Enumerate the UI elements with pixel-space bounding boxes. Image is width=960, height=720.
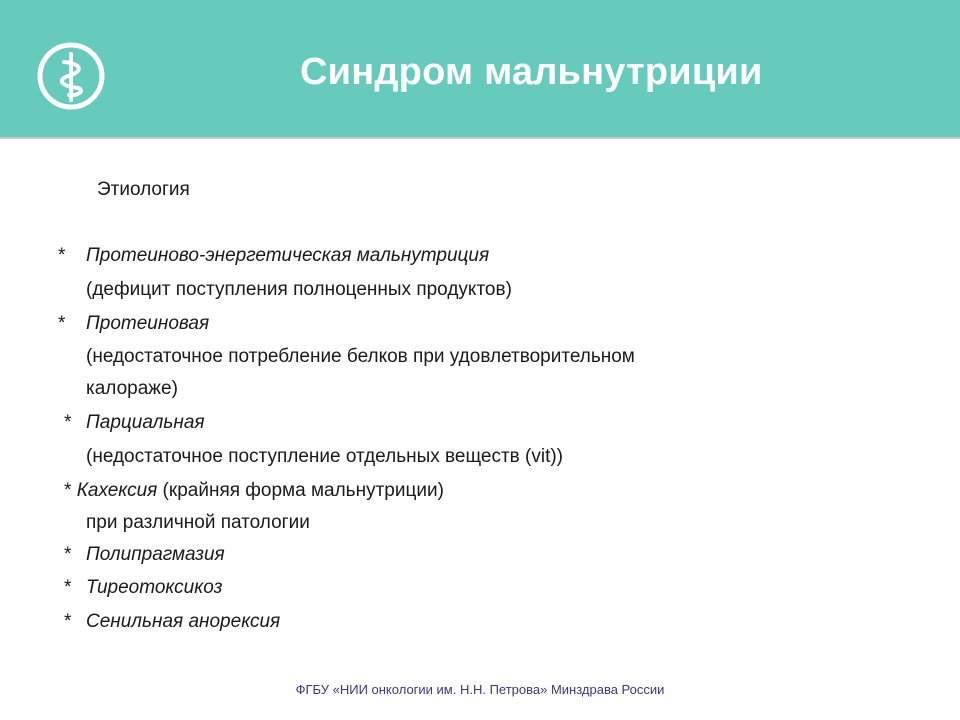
bullet-marker: * [64,577,72,598]
bullet-marker: * [58,313,66,334]
list-item-desc: (дефицит поступления полноценных продуктов) [86,279,512,300]
list-item-name: Протеиновая [86,313,210,334]
slide-header [0,0,960,139]
list-item-desc: (недостаточное поступление отдельных веществ (vit)) [86,446,564,467]
bullet-marker: * [58,245,66,266]
list-item-name: Полипрагмазия [86,544,225,565]
list-item-name: Протеиново-энергетическая мальнутриция [86,245,490,266]
list-item-desc: (недостаточное потребление белков при удовлетворительном [86,346,635,367]
list-item-inline-desc: (крайняя форма мальнутриции) [157,480,444,501]
list-item-desc: калораже) [86,378,178,399]
bullet-marker: * [64,480,72,501]
list-item-name: Парциальная [86,412,205,433]
list-item-name: Кахексия [76,480,158,501]
list-item-heading [64,479,444,503]
bullet-marker: * [64,412,72,433]
subtitle: Этиология [97,179,190,200]
slide-footer: ФГБУ «НИИ онкологии им. Н.Н. Петрова» Минздрава России [295,682,665,697]
bullet-marker: * [64,544,72,565]
list-item-desc: при различной патологии [86,512,310,533]
list-item-name: Тиреотоксикоз [86,577,223,598]
bullet-marker: * [64,611,72,632]
list-item-name: Сенильная анорексия [86,611,281,632]
medical-snake-staff-icon [35,40,107,112]
slide-title: Синдром мальнутриции [300,51,763,93]
